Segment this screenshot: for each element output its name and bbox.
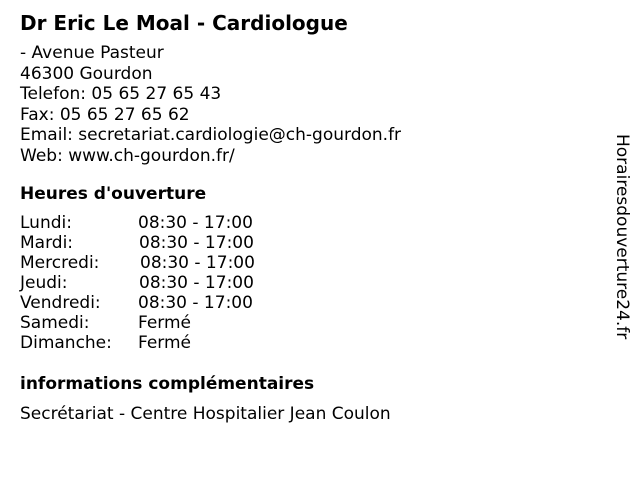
- hours-row-saturday: [20, 313, 320, 333]
- day-label: Vendredi:: [20, 293, 101, 313]
- hours-row-sunday: [20, 333, 320, 353]
- contact-block: [20, 43, 401, 166]
- day-label: Dimanche:: [20, 333, 112, 353]
- day-label: Jeudi:: [20, 273, 68, 293]
- website: Web: www.ch-gourdon.fr/: [20, 145, 235, 166]
- day-label: Samedi:: [20, 313, 90, 333]
- hours-value: 08:30 - 17:00: [139, 273, 254, 293]
- hours-value: 08:30 - 17:00: [138, 293, 253, 313]
- page-title: Dr Eric Le Moal - Cardiologue: [20, 11, 348, 35]
- hours-value: 08:30 - 17:00: [140, 253, 255, 273]
- hours-row-tuesday: [20, 233, 320, 253]
- hours-row-thursday: [20, 273, 320, 293]
- address-city: 46300 Gourdon: [20, 63, 153, 84]
- day-label: Mercredi:: [20, 253, 100, 273]
- hours-row-friday: [20, 293, 320, 313]
- fax-number: Fax: 05 65 27 65 62: [20, 104, 190, 125]
- site-watermark: Horairesdouverture24.fr: [612, 134, 632, 340]
- email-address: Email: secretariat.cardiologie@ch-gourdon.fr: [20, 125, 402, 145]
- opening-hours-heading: Heures d'ouverture: [20, 184, 207, 204]
- hours-value: Fermé: [138, 313, 192, 333]
- hours-value: 08:30 - 17:00: [138, 213, 253, 233]
- hours-row-wednesday: [20, 253, 320, 273]
- hours-row-monday: [20, 213, 320, 233]
- day-label: Lundi:: [20, 213, 72, 233]
- additional-info-text: Secrétariat - Centre Hospitalier Jean Coulon: [20, 404, 391, 424]
- day-label: Mardi:: [20, 233, 74, 253]
- address-street: - Avenue Pasteur: [20, 43, 164, 63]
- hours-value: Fermé: [138, 333, 192, 353]
- hours-value: 08:30 - 17:00: [139, 233, 254, 253]
- additional-info-heading: informations complémentaires: [20, 374, 315, 394]
- opening-hours-table: [20, 213, 320, 353]
- phone-number: Telefon: 05 65 27 65 43: [20, 84, 222, 104]
